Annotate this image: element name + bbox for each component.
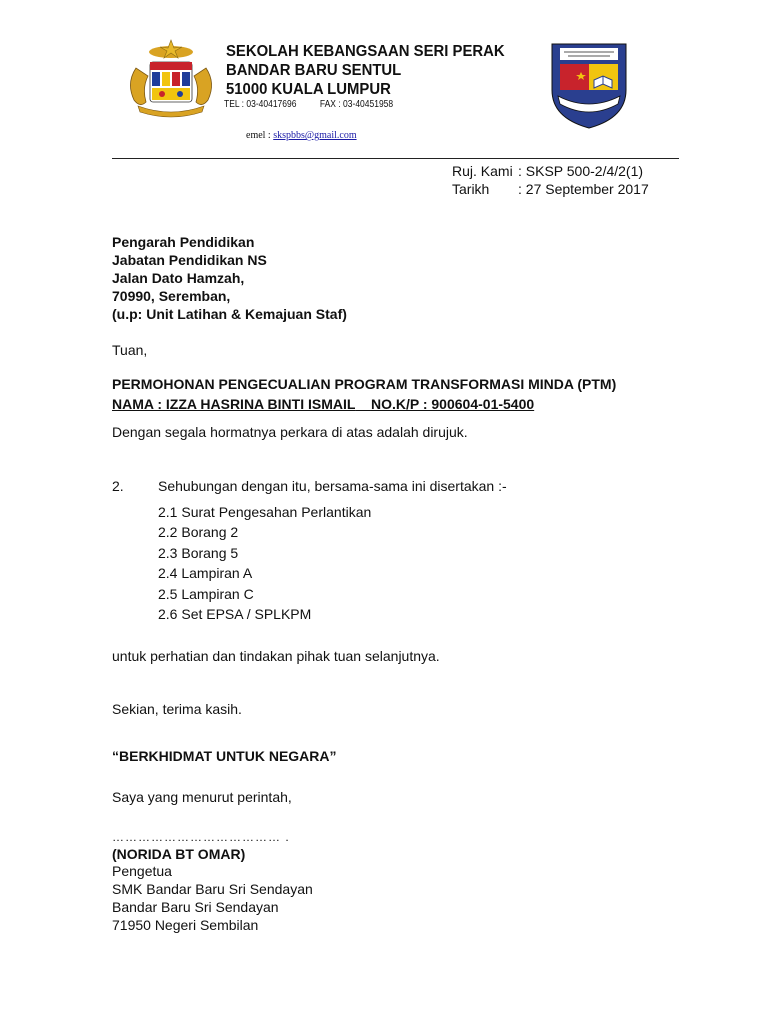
list-item: 2.6 Set EPSA / SPLKPM [158,606,312,622]
tel-number: TEL : 03-40417696 [224,99,297,110]
recipient-line: 70990, Seremban, [112,288,231,304]
signatory-school: SMK Bandar Baru Sri Sendayan [112,881,313,897]
signatory-postcode: 71950 Negeri Sembilan [112,917,259,933]
list-item: 2.3 Borang 5 [158,545,239,561]
contact-line [224,99,393,110]
paragraph-1: Dengan segala hormatnya perkara di atas adalah dirujuk. [112,424,468,440]
tarikh-value: : 27 September 2017 [518,181,649,197]
recipient-line: Pengarah Pendidikan [112,234,255,250]
list-item: 2.4 Lampiran A [158,565,253,581]
tarikh-label: Tarikh [452,181,490,197]
subject-name [112,395,534,413]
subject-ic-value: NO.K/P : 900604-01-5400 [370,396,535,412]
paragraph-3: untuk perhatian dan tindakan pihak tuan selanjutnya. [112,648,440,664]
school-address-line1: BANDAR BARU SENTUL [226,62,402,79]
recipient-line: (u.p: Unit Latihan & Kemajuan Staf) [112,306,347,322]
subject-name-value: NAMA : IZZA HASRINA BINTI ISMAIL [112,396,356,412]
school-address-line2: 51000 KUALA LUMPUR [226,81,391,98]
recipient-line: Jalan Dato Hamzah, [112,270,245,286]
signatory-name: (NORIDA BT OMAR) [112,846,246,862]
recipient-line: Jabatan Pendidikan NS [112,252,267,268]
fax-number: FAX : 03-40451958 [319,99,394,110]
list-item: 2.1 Surat Pengesahan Perlantikan [158,504,372,520]
school-logo-icon [546,40,632,130]
paragraph-2-number: 2. [112,478,124,494]
signatory-area: Bandar Baru Sri Sendayan [112,899,279,915]
sign-intro: Saya yang menurut perintah, [112,789,292,805]
ruj-label: Ruj. Kami [452,163,513,179]
signature-line: ………………………………… . [112,830,290,844]
subject-title: PERMOHONAN PENGECUALIAN PROGRAM TRANSFORMASI MINDA (PTM) [112,376,617,392]
closing-line: Sekian, terima kasih. [112,701,242,717]
header-divider [112,158,679,159]
salutation: Tuan, [112,342,148,358]
ruj-value: : SKSP 500-2/4/2(1) [518,163,644,179]
email-line [246,130,357,141]
email-link[interactable]: skspbbs@gmail.com [273,130,357,141]
email-label: emel : [246,130,271,141]
school-name: SEKOLAH KEBANGSAAN SERI PERAK [226,43,505,60]
list-item: 2.5 Lampiran C [158,586,254,602]
paragraph-2: Sehubungan dengan itu, bersama-sama ini disertakan :- [158,478,507,494]
national-crest-icon [124,38,218,118]
signatory-title: Pengetua [112,863,172,879]
list-item: 2.2 Borang 2 [158,524,239,540]
motto: “BERKHIDMAT UNTUK NEGARA” [112,748,337,764]
